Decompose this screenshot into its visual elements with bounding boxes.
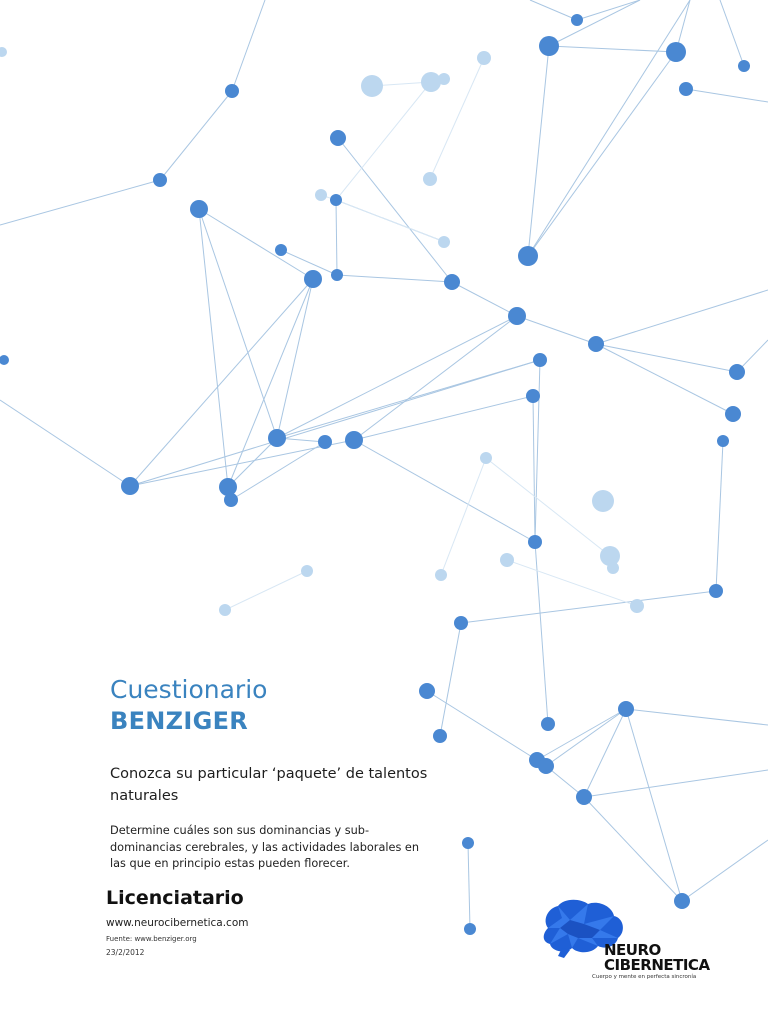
network-nodes-light	[0, 47, 644, 616]
network-edges-faint	[225, 58, 637, 610]
licensee-website: www.neurocibernetica.com	[106, 917, 249, 929]
document-description: Determine cuáles son sus dominancias y sub-dominancias cerebrales, y las actividades laborales en las que en principio estas pueden florecer.	[110, 824, 420, 870]
logo-tagline: Cuerpo y mente en perfecta sincronía	[592, 974, 697, 980]
logo-text-cibernetica: CIBERNETICA	[604, 956, 710, 974]
document-date: 23/2/2012	[106, 948, 145, 957]
licensee-heading: Licenciatario	[106, 887, 244, 909]
source-note: Fuente: www.benziger.org	[106, 935, 197, 943]
document-subtitle: Conozca su particular ‘paquete’ de talentos naturales	[110, 766, 428, 804]
title-line-cuestionario: Cuestionario	[110, 675, 268, 704]
neurocibernetica-logo	[540, 898, 730, 988]
title-line-benziger: BENZIGER	[110, 707, 249, 735]
document-title	[110, 674, 267, 736]
logo-text-neuro: NEURO	[604, 941, 661, 959]
